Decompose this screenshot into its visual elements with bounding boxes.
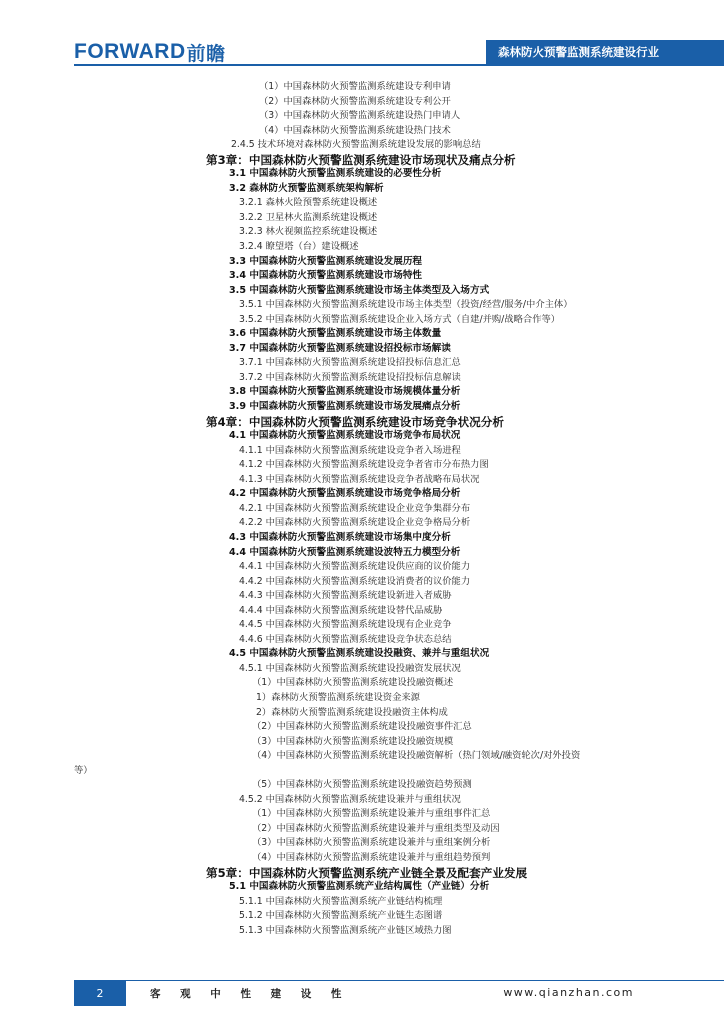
toc-section[interactable]: 3.9 中国森林防火预警监测系统建设市场发展痛点分析	[229, 401, 461, 413]
toc-entry[interactable]: （1）中国森林防火预警监测系统建设投融资概述	[252, 677, 454, 689]
toc-entry[interactable]: （2）中国森林防火预警监测系统建设投融资事件汇总	[252, 721, 472, 733]
page-header	[0, 0, 724, 72]
toc-entry[interactable]: 4.4.2 中国森林防火预警监测系统建设消费者的议价能力	[239, 575, 471, 587]
toc-entry[interactable]: 3.2.4 瞭望塔（台）建设概述	[239, 241, 359, 253]
toc-section[interactable]: 4.3 中国森林防火预警监测系统建设市场集中度分析	[229, 531, 451, 543]
toc-entry[interactable]: 3.2.1 森林火险预警系统建设概述	[239, 197, 378, 209]
page-footer	[0, 976, 724, 1024]
toc-entry[interactable]: （4）中国森林防火预警监测系统建设热门技术	[259, 124, 451, 136]
toc-entry[interactable]: 4.4.3 中国森林防火预警监测系统建设新进入者威胁	[239, 590, 452, 602]
toc-entry[interactable]: 3.5.2 中国森林防火预警监测系统建设企业入场方式（自建/并购/战略合作等）	[239, 313, 561, 325]
toc-section[interactable]: 3.3 中国森林防火预警监测系统建设发展历程	[229, 255, 423, 267]
toc-entry[interactable]: （3）中国森林防火预警监测系统建设投融资规模	[252, 735, 454, 747]
toc-section[interactable]: 3.5 中国森林防火预警监测系统建设市场主体类型及入场方式	[229, 284, 490, 296]
toc-entry[interactable]: （2）中国森林防火预警监测系统建设兼并与重组类型及动因	[252, 822, 500, 834]
toc-entry[interactable]: 4.4.4 中国森林防火预警监测系统建设替代品威胁	[239, 604, 443, 616]
toc-entry[interactable]: 1）森林防火预警监测系统建设资金来源	[256, 691, 420, 703]
toc-section[interactable]: 3.7 中国森林防火预警监测系统建设招投标市场解读	[229, 342, 451, 354]
toc-entry[interactable]: 3.2.3 林火视频监控系统建设概述	[239, 226, 378, 238]
toc-entry[interactable]: （1）中国森林防火预警监测系统建设专利申请	[259, 81, 451, 92]
toc-entry[interactable]: 4.2.1 中国森林防火预警监测系统建设企业竞争集群分布	[239, 502, 471, 514]
toc-entry[interactable]: （2）中国森林防火预警监测系统建设专利公开	[259, 95, 451, 107]
toc-entry[interactable]: 5.1.1 中国森林防火预警监测系统产业链结构梳理	[239, 895, 443, 907]
toc-entry[interactable]: 5.1.2 中国森林防火预警监测系统产业链生态图谱	[239, 910, 443, 922]
toc-section[interactable]: 4.1 中国森林防火预警监测系统建设市场竞争布局状况	[229, 430, 461, 442]
toc-entry[interactable]: 4.4.6 中国森林防火预警监测系统建设竞争状态总结	[239, 633, 452, 645]
page-number: 2	[74, 980, 126, 1006]
toc-entry[interactable]: （4）中国森林防火预警监测系统建设兼并与重组趋势预判	[252, 851, 491, 863]
toc-section[interactable]: 3.1 中国森林防火预警监测系统建设的必要性分析	[229, 168, 442, 180]
toc-entry[interactable]: （1）中国森林防火预警监测系统建设兼并与重组事件汇总	[252, 808, 491, 820]
toc-section[interactable]: 4.2 中国森林防火预警监测系统建设市场竞争格局分析	[229, 488, 461, 500]
toc-entry[interactable]: 4.4.1 中国森林防火预警监测系统建设供应商的议价能力	[239, 561, 471, 573]
toc-entry[interactable]: 4.1.3 中国森林防火预警监测系统建设竞争者战略布局状况	[239, 473, 480, 485]
toc-section[interactable]: 3.2 森林防火预警监测系统架构解析	[229, 182, 384, 194]
footer-divider	[74, 980, 724, 981]
toc-entry[interactable]: 4.2.2 中国森林防火预警监测系统建设企业竞争格局分析	[239, 517, 471, 529]
toc-section[interactable]: 5.1 中国森林防火预警监测系统产业结构属性（产业链）分析	[229, 881, 490, 893]
toc-chapter[interactable]: 第5章：中国森林防火预警监测系统产业链全景及配套产业发展	[206, 865, 528, 880]
toc-section[interactable]: 3.4 中国森林防火预警监测系统建设市场特性	[229, 270, 423, 282]
toc-entry[interactable]: 3.7.2 中国森林防火预警监测系统建设招投标信息解读	[239, 371, 461, 383]
toc-entry[interactable]: 3.7.1 中国森林防火预警监测系统建设招投标信息汇总	[239, 357, 461, 369]
toc-entry[interactable]: （5）中国森林防火预警监测系统建设投融资趋势预测	[252, 779, 472, 791]
toc-entry[interactable]: 4.1.1 中国森林防火预警监测系统建设竞争者入场进程	[239, 444, 461, 456]
logo-cn: 前瞻	[186, 42, 226, 65]
footer-website[interactable]: www.qianzhan.com	[503, 986, 634, 999]
toc-entry[interactable]: 2）森林防火预警监测系统建设投融资主体构成	[256, 706, 448, 718]
toc-entry[interactable]: 4.5.2 中国森林防火预警监测系统建设兼并与重组状况	[239, 793, 461, 805]
toc-chapter[interactable]: 第4章：中国森林防火预警监测系统建设市场竞争状况分析	[206, 414, 504, 429]
toc-entry[interactable]: （3）中国森林防火预警监测系统建设热门申请人	[259, 110, 461, 122]
toc-entry[interactable]: 等）	[74, 764, 93, 776]
toc-section[interactable]: 3.8 中国森林防火预警监测系统建设市场规模体量分析	[229, 386, 461, 398]
toc-entry[interactable]: 3.2.2 卫星林火监测系统建设概述	[239, 211, 378, 223]
toc-entry[interactable]: 4.4.5 中国森林防火预警监测系统建设现有企业竞争	[239, 619, 452, 631]
report-title-tab: 森林防火预警监测系统建设行业	[486, 40, 724, 64]
table-of-contents	[74, 80, 654, 938]
footer-slogan: 客 观 中 性 建 设 性	[150, 988, 350, 1000]
toc-entry[interactable]: 5.1.3 中国森林防火预警监测系统产业链区域热力图	[239, 924, 452, 936]
toc-entry[interactable]: （3）中国森林防火预警监测系统建设兼并与重组案例分析	[252, 837, 491, 849]
toc-entry[interactable]: 2.4.5 技术环境对森林防火预警监测系统建设发展的影响总结	[231, 139, 481, 151]
forward-logo	[74, 40, 226, 64]
toc-entry[interactable]: 3.5.1 中国森林防火预警监测系统建设市场主体类型（投资/经营/服务/中介主体）	[239, 299, 573, 311]
toc-section[interactable]: 4.4 中国森林防火预警监测系统建设波特五力模型分析	[229, 546, 461, 558]
toc-entry[interactable]: 4.1.2 中国森林防火预警监测系统建设竞争者省市分布热力图	[239, 459, 489, 471]
logo-latin: FORWARD	[74, 40, 186, 63]
toc-entry[interactable]: 4.5.1 中国森林防火预警监测系统建设投融资发展状况	[239, 662, 461, 674]
header-divider	[74, 64, 724, 66]
toc-entry[interactable]: （4）中国森林防火预警监测系统建设投融资解析（热门领域/融资轮次/对外投资	[252, 750, 581, 762]
toc-chapter[interactable]: 第3章：中国森林防火预警监测系统建设市场现状及痛点分析	[206, 152, 516, 167]
toc-section[interactable]: 4.5 中国森林防火预警监测系统建设投融资、兼并与重组状况	[229, 648, 490, 660]
toc-section[interactable]: 3.6 中国森林防火预警监测系统建设市场主体数量	[229, 328, 442, 340]
